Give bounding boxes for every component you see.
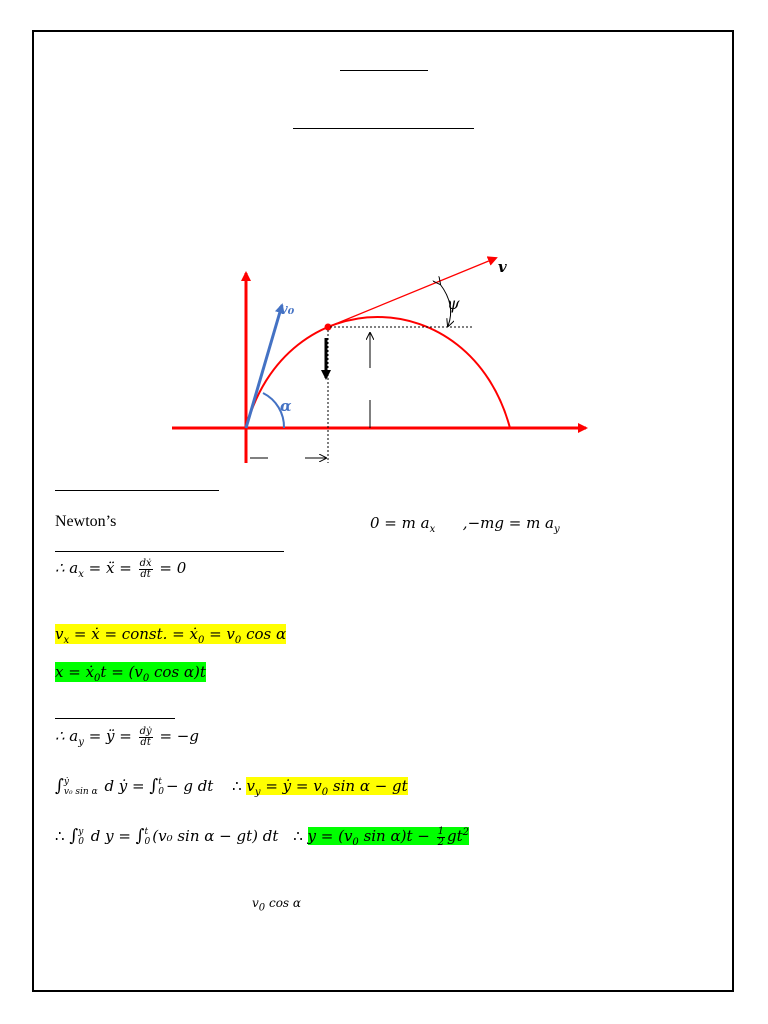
x-equation: x = ẋ$_0$t = ($v_0$ cos α)t	[55, 663, 206, 684]
subtitle-underline	[293, 128, 474, 129]
label-v: v	[498, 258, 507, 276]
newton-equation: 0 = m $a_x$ ,−mg = m $a_y$	[370, 514, 560, 535]
vy-integration: ∫ ẏ v₀ sin α d ẏ = ∫ t 0 − g dt ∴ $v_y$ = ẏ = $v_0$ sin α − gt	[55, 776, 408, 798]
newtons-text: Newton’s	[55, 513, 117, 530]
ax-equation: ∴ $a_x$ = ẍ = $\frac{\text{dẋ}}{dt}$ = 0	[55, 557, 187, 580]
ay-equation: ∴ $a_y$ = ÿ = $\frac{\text{dẏ}}{dt}$ = −g	[55, 725, 199, 748]
section-underline	[55, 490, 219, 491]
y-integration: ∴ ∫ y 0 d y = ∫ t 0 (v₀ sin α − gt) dt ∴ $y = (v_0$ sin α)t − $\frac{1}{2}$ $gt^2$	[55, 825, 469, 848]
label-alpha: α	[280, 397, 292, 415]
ay-overline	[55, 718, 175, 719]
page-frame	[32, 30, 734, 992]
bottom-expression: $v_0$ cos α	[252, 896, 301, 914]
velocity-vector	[328, 258, 496, 327]
ax-overline	[55, 551, 284, 552]
title-underline	[340, 70, 428, 71]
label-v0: v₀	[279, 300, 295, 318]
projectile-diagram	[160, 250, 600, 470]
vx-equation: $v_x$ = ẋ = const. = ẋ$_0$ = $v_0$ cos α	[55, 625, 287, 646]
label-psi: ψ	[447, 294, 460, 313]
